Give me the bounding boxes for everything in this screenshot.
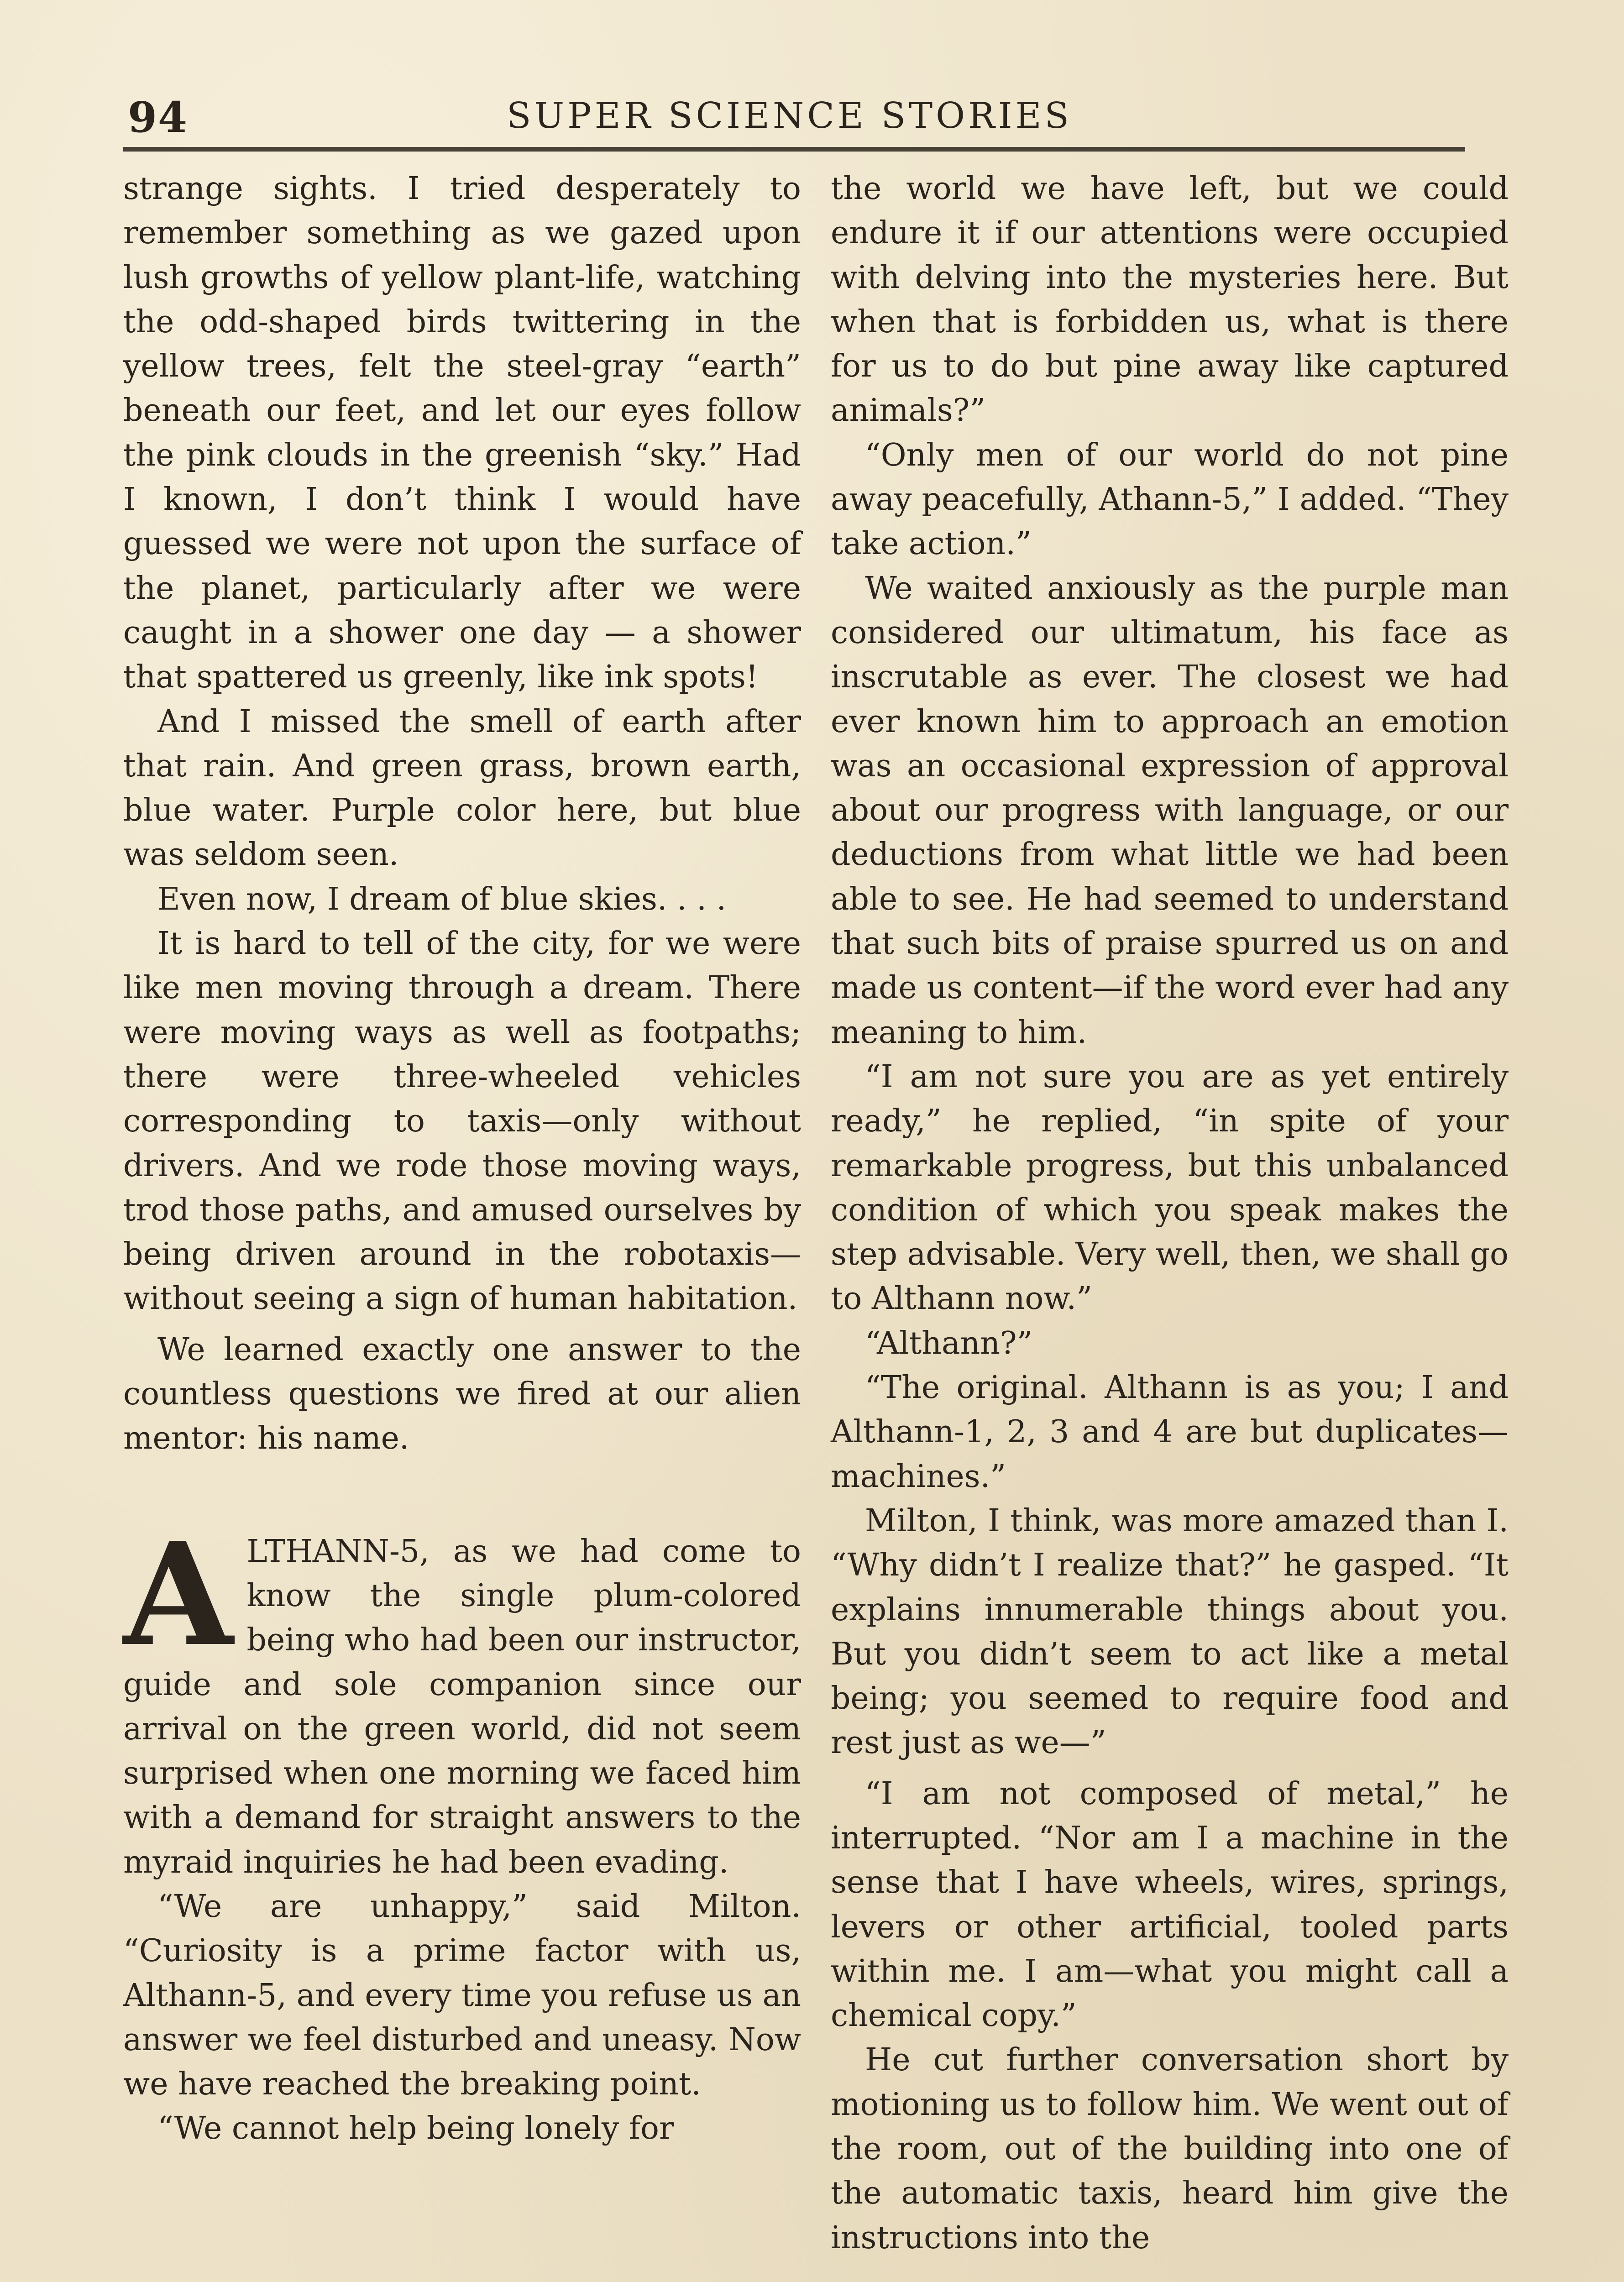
paragraph: “Only men of our world do not pine away peacefully, Athann-5,” I added. “They take action.” — [831, 437, 1509, 562]
dropcap-paragraph — [123, 1511, 801, 1884]
paragraph: “We cannot help being lonely for — [157, 2110, 674, 2147]
paragraph: We waited anxiously as the purple man considered our ultimatum, his face as inscrutable as ever. The closest we had ever known him to approach an emotion was an occasional expression of approval about our progress with language, or our deductions from what little we had been able to see. He had seemed to understand that such bits of praise spurred us on and made us content—if the word ever had any meaning to him. — [831, 570, 1509, 1051]
paragraph: Even now, I dream of blue skies. . . . — [157, 881, 727, 917]
paragraph: “I am not composed of metal,” he interrupted. “Nor am I a machine in the sense that I have wheels, wires, springs, levers or other artificial, tooled parts within me. I am—what you might call a chemical copy.” — [831, 1775, 1509, 2034]
drop-cap: A — [123, 1511, 233, 1678]
paragraph: strange sights. I tried desperately to remember something as we gazed upon lush growths of yellow plant-life, watching the odd-shaped birds twittering in the yellow trees, felt the steel-gray “earth” beneath our feet, and let our eyes follow the pink clouds in the greenish “sky.” Had I known, I don’t think I would have guessed we were not upon the surface of the planet, particularly after we were caught in a shower one day — a shower that spattered us greenly, like ink spots! — [123, 171, 801, 696]
running-title: SUPER SCIENCE STORIES — [507, 95, 1072, 136]
paragraph: It is hard to tell of the city, for we were like men moving through a dream. There were moving ways as well as footpaths; there were three-wheeled vehicles corresponding to taxis—only without drivers. And we rode those moving ways, trod those paths, and amused ourselves by being driven around in the robotaxis—without seeing a sign of human habitation. — [123, 926, 801, 1317]
paragraph: “Althann?” — [865, 1325, 1033, 1361]
paragraph: “We are unhappy,” said Milton. “Curiosity is a prime factor with us, Althann-5, and every time you refuse us an answer we feel disturbed and uneasy. Now we have reached the breaking point. — [123, 1888, 801, 2103]
right-column — [831, 167, 1509, 2260]
paragraph: “The original. Althann is as you; I and Althann-1, 2, 3 and 4 are but duplicates—machines.” — [831, 1370, 1509, 1495]
paragraph: “I am not sure you are as yet entirely ready,” he replied, “in spite of your remarkable progress, but this unbalanced condition of which you speak makes the step advisable. Very well, then, we shall go to Althann now.” — [831, 1058, 1509, 1317]
page-header — [123, 89, 1465, 148]
paragraph: the world we have left, but we could endure it if our attentions were occupied with delving into the mysteries here. But when that is forbidden us, what is there for us to do but pine away like captured animals?” — [831, 171, 1509, 429]
page-number: 94 — [128, 93, 189, 142]
left-column — [123, 167, 801, 2151]
dropcap-paragraph-text: LTHANN-5, as we had come to know the single plum-colored being who had been our instructor, guide and sole companion since our arrival on the green world, did not seem surprised when one morning we faced him with a demand for straight answers to the myraid inquiries he had been evading. — [123, 1533, 801, 1880]
header-rule — [123, 147, 1465, 152]
paragraph: He cut further conversation short by motioning us to follow him. We went out of the room, out of the building into one of the automatic taxis, heard him give the instructions into the — [831, 2042, 1509, 2256]
paragraph: And I missed the smell of earth after that rain. And green grass, brown earth, blue water. Purple color here, but blue was seldom seen. — [123, 703, 801, 873]
paragraph: We learned exactly one answer to the countless questions we fired at our alien mentor: his name. — [123, 1331, 801, 1457]
paragraph: Milton, I think, was more amazed than I. “Why didn’t I realize that?” he gasped. “It explains innumerable things about you. But you didn’t seem to act like a metal being; you seemed to require food and rest just as we—” — [831, 1502, 1509, 1761]
